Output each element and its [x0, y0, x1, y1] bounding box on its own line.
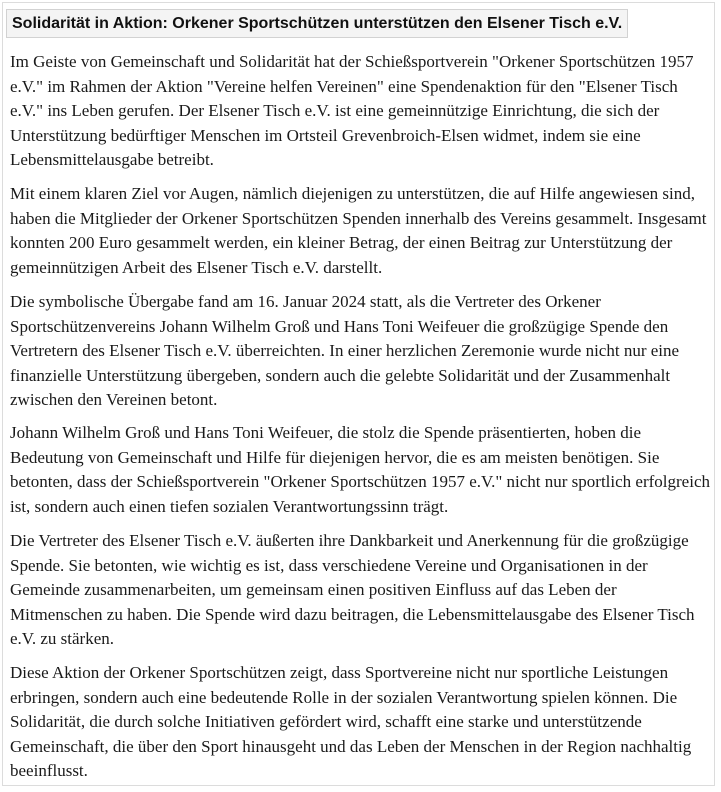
- article-paragraph-5: Die Vertreter des Elsener Tisch e.V. äußerten ihre Dankbarkeit und Anerkennung für die großzügige Spende. Sie betonten, wie wichtig es ist, dass verschiedene Vereine und Organisationen in der Gemeinde zusammenarbeiten, um gemeinsam einen positiven Einfluss auf das Leben der Mitmenschen zu haben. Die Spende wird dazu beitragen, die Lebensmittelausgabe des Elsener Tisch e.V. zu stärken.: [10, 531, 695, 649]
- article-container: [2, 2, 715, 786]
- article-paragraph-3: Die symbolische Übergabe fand am 16. Januar 2024 statt, als die Vertreter des Orkener Sportschützenvereins Johann Wilhelm Groß und Hans Toni Weifeuer die großzügige Spende den Vertretern des Elsener Tisch e.V. überreichten. In einer herzlichen Zeremonie wurde nicht nur eine finanzielle Unterstützung übergeben, sondern auch die gelebte Solidarität und der Zusammenhalt zwischen den Vereinen betont.: [10, 292, 680, 410]
- article-paragraph-4: Johann Wilhelm Groß und Hans Toni Weifeuer, die stolz die Spende präsentierten, hoben die Bedeutung von Gemeinschaft und Hilfe für diejenigen hervor, die es am meisten benötigen. Sie betonten, dass der Schießsportverein "Orkener Sportschützen 1957 e.V." nicht nur sportlich erfolgreich ist, sondern auch einen tiefen sozialen Verantwortungssinn trägt.: [10, 423, 710, 516]
- article-paragraph-6: Diese Aktion der Orkener Sportschützen zeigt, dass Sportvereine nicht nur sportliche Leistungen erbringen, sondern auch eine bedeutende Rolle in der sozialen Verantwortung spielen können. Die Solidarität, die durch solche Initiativen gefördert wird, schafft eine starke und unterstützende Gemeinschaft, die über den Sport hinausgeht und das Leben der Menschen in der Region nachhaltig beeinflusst.: [10, 663, 692, 781]
- article-paragraph-2: Mit einem klaren Ziel vor Augen, nämlich diejenigen zu unterstützen, die auf Hilfe angewiesen sind, haben die Mitglieder der Orkener Sportschützen Spenden innerhalb des Vereins gesammelt. Insgesamt konnten 200 Euro gesammelt werden, ein kleiner Betrag, der einen Beitrag zur Unterstützung der gemeinnützigen Arbeit des Elsener Tisch e.V. darstellt.: [10, 184, 707, 277]
- article-title: Solidarität in Aktion: Orkener Sportschützen unterstützen den Elsener Tisch e.V.: [6, 9, 628, 38]
- article-paragraph-1: Im Geiste von Gemeinschaft und Solidarität hat der Schießsportverein "Orkener Sportschützen 1957 e.V." im Rahmen der Aktion "Vereine helfen Vereinen" eine Spendenaktion für den "Elsener Tisch e.V." ins Leben gerufen. Der Elsener Tisch e.V. ist eine gemeinnützige Einrichtung, die sich der Unterstützung bedürftiger Menschen im Ortsteil Grevenbroich-Elsen widmet, indem sie eine Lebensmittelausgabe betreibt.: [10, 52, 694, 170]
